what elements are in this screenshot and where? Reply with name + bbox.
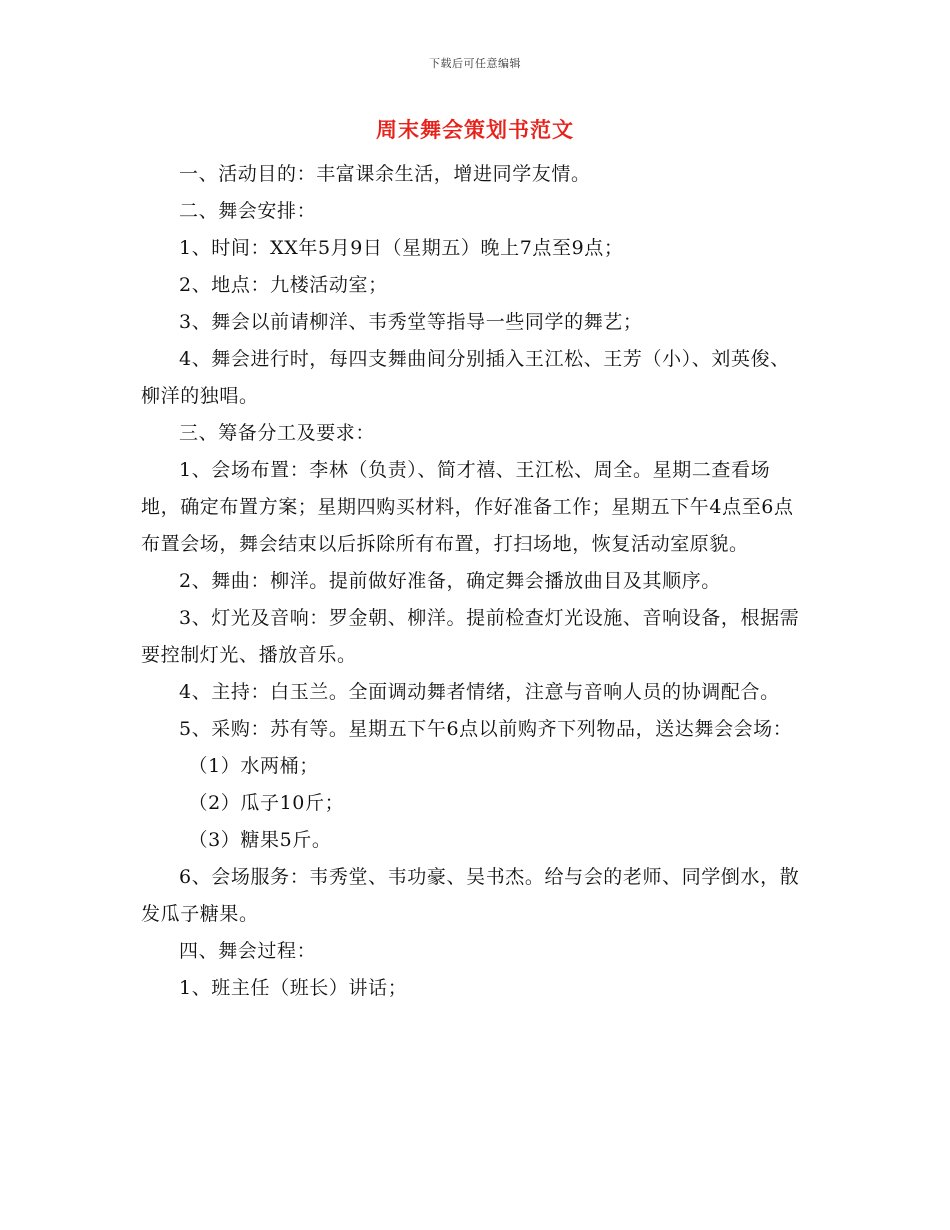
paragraph-purpose: 一、活动目的：丰富课余生活，增进同学友情。 [179,163,591,185]
paragraph-solo-singing: 4、舞会进行时，每四支舞曲间分别插入王江松、王芳（小）、刘英俊、柳洋的独唱。 [141,348,790,407]
section-heading-process: 四、舞会过程： [179,940,317,962]
document-body [141,156,809,1007]
paragraph-dance-training: 3、舞会以前请柳洋、韦秀堂等指导一些同学的舞艺； [179,311,643,333]
paragraph-lighting-sound: 3、灯光及音响：罗金朝、柳洋。提前检查灯光设施、音响设备，根据需要控制灯光、播放音乐。 [141,607,800,666]
section-heading-preparation: 三、筹备分工及要求： [179,422,376,444]
paragraph-purchasing: 5、采购：苏有等。星期五下午6点以前购齐下列物品，送达舞会会场： [179,718,793,740]
header-note: 下载后可任意编辑 [429,57,521,70]
list-item-water: （1）水两桶； [188,755,319,777]
paragraph-speech: 1、班主任（班长）讲话； [179,977,408,999]
paragraph-music: 2、舞曲：柳洋。提前做好准备，确定舞会播放曲目及其顺序。 [179,570,721,592]
section-heading-arrangement: 二、舞会安排： [179,200,317,222]
document-title: 周末舞会策划书范文 [376,117,574,142]
paragraph-venue-setup: 1、会场布置：李林（负责）、简才禧、王江松、周全。星期二查看场地，确定布置方案；星期四购买材料，作好准备工作；星期五下午4点至6点布置会场，舞会结束以后拆除所有布置，打扫场地，恢复活动室原貌。 [141,459,794,555]
paragraph-host: 4、主持：白玉兰。全面调动舞者情绪，注意与音响人员的协调配合。 [179,681,780,703]
paragraph-venue-service: 6、会场服务：韦秀堂、韦功豪、吴书杰。给与会的老师、同学倒水，散发瓜子糖果。 [141,866,800,925]
list-item-melon-seeds: （2）瓜子10斤； [188,792,345,814]
list-item-candy: （3）糖果5斤。 [188,829,332,851]
paragraph-time: 1、时间：XX年5月9日（星期五）晚上7点至9点； [179,237,624,259]
paragraph-location: 2、地点：九楼活动室； [179,274,388,296]
